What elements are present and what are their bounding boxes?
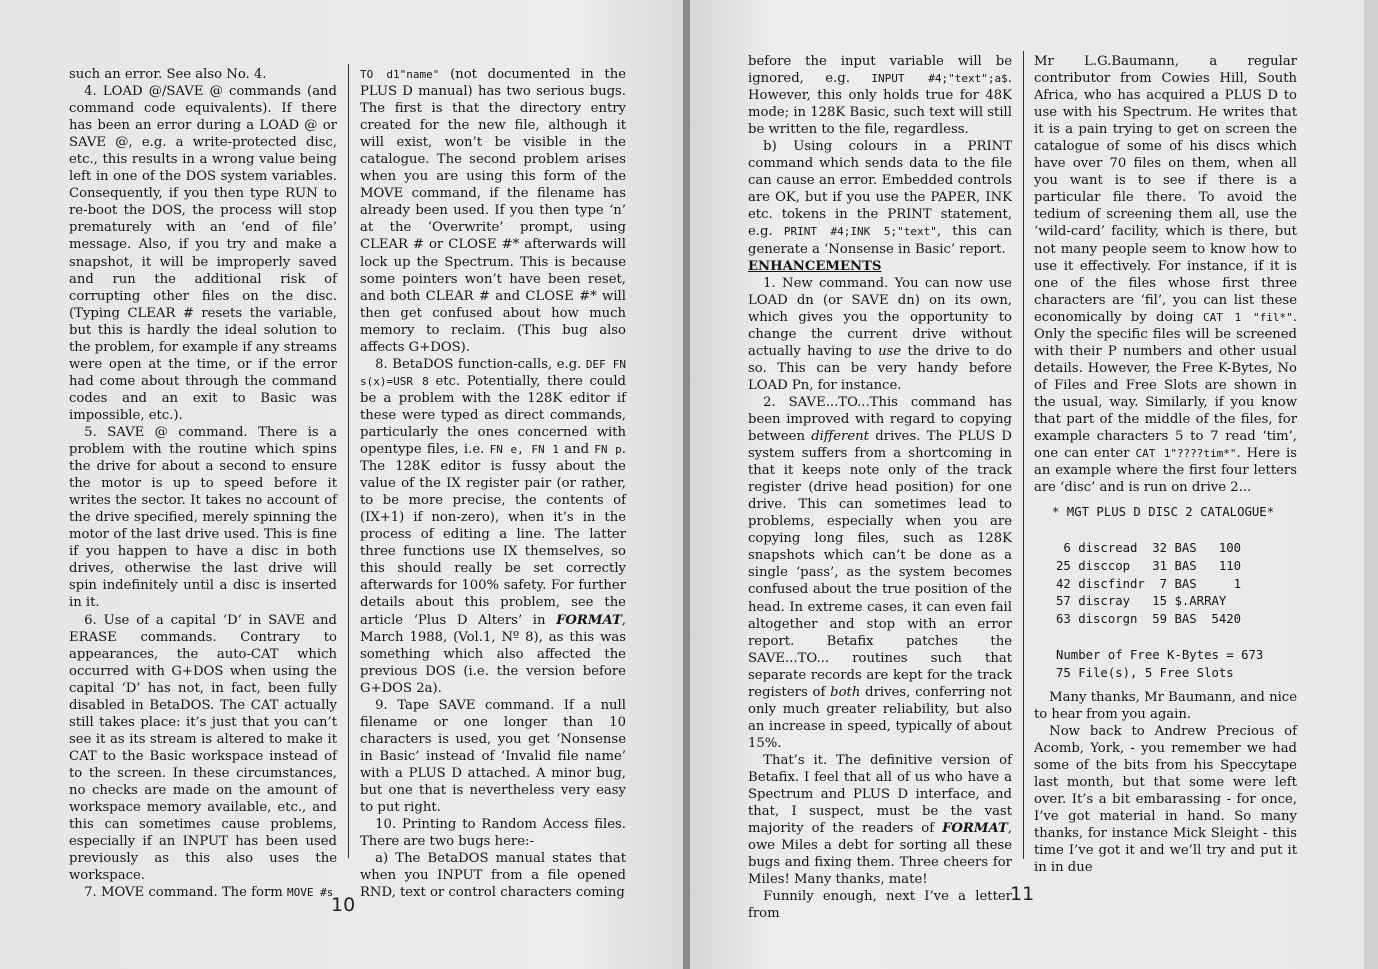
text-run: , March 1988, (Vol.1, Nº 8), as this was something which also affected the previous DOS (i.e. the version before G+DOS 2a).	[360, 612, 626, 696]
paragraph-item-4: 4. LOAD @/SAVE @ commands (and command code equivalents). If there has been an error during a LOAD @ or SAVE @, e.g. a write-protected disc, etc., this results in a wrong value being left in one of the DOS system variables. Consequently, if you then type RUN to re-boot the DOS, the process will stop prematurely with an ‘end of file’ message. Also, if you try and make a snapshot, it will be improperly saved and run the additional risk of corrupting other files on the disc. (Typing CLEAR # resets the variable, but this is hardly the ideal solution to the problem, for example if any streams were open at the time, or if the error had come about through the command codes and an exit to Basic was impossible, etc.).	[69, 84, 338, 423]
text-run: before the input variable will be ignored, e.g.	[748, 54, 1012, 87]
text-run: , owe Miles a debt for sorting all these bugs and fixing them. Three cheers for Miles! Many thanks, mate!	[748, 821, 1012, 888]
catalogue-listing	[1052, 504, 1297, 682]
emphasis: both	[830, 684, 861, 700]
paragraph-item-10a: a) The BetaDOS manual states that when you INPUT from a file opened RND, text or control characters coming	[360, 851, 626, 901]
column-3	[748, 53, 1012, 922]
paragraph-item-6: 6. Use of a capital ‘D’ in SAVE and ERASE commands. Contrary to appearances, the auto-CAT which occurred with G+DOS when using the capital ‘D’ has not, in fact, been fully disabled in BetaDOS. The CAT actually still takes place: it’s just that you can’t see it as its stream is altered to make it CAT to the Basic workspace instead of to the screen. In these circumstances, no checks are made on the amount of workspace memory available, etc., and this can sometimes cause problems, especially if an INPUT has been used previously as this also uses the workspace.	[69, 612, 337, 884]
listing-row: 63 discorgn 59 BAS 5420	[1056, 612, 1242, 627]
text-run: That’s it. The definitive version of Betafix. I feel that all of us who have a Spectrum and PLUS D interface, and that, I suspect, must be the vast majority of the readers of	[748, 752, 1012, 837]
text-run: drives. The PLUS D system suffers from a shortcoming in that it keeps note only of the track register (drive head position) for one drive. This can sometimes lead to problems, especially when you are copying long files, such as 128K snapshots which can’t be done as a single ‘pass’, as the system becomes confused about the true position of the head. In extreme cases, it can even fail altogether and stop with an error report. Betafix patches the SAVE...TO... routines such that separate records are kept for the track registers of	[748, 429, 1012, 700]
code-run: FN p	[594, 443, 622, 457]
column-divider	[1023, 51, 1024, 859]
code-run: FN e, FN 1	[489, 443, 559, 457]
paragraph-item-8	[360, 356, 626, 697]
book-gutter	[683, 0, 690, 969]
page-edge	[1364, 0, 1378, 969]
emphasis: different	[811, 429, 869, 445]
code-run: TO d1"name"	[360, 68, 440, 81]
column-4	[1034, 53, 1297, 876]
text-run: 8. BetaDOS function-calls, e.g.	[375, 356, 586, 372]
paragraph-item-10b	[748, 138, 1012, 257]
paragraph: such an error. See also No. 4.	[69, 67, 267, 82]
paragraph-baumann	[1034, 53, 1297, 496]
paragraph-enhancement-1	[748, 275, 1012, 394]
text-run: 7. MOVE command. The form	[84, 885, 287, 901]
text-run: . However, this only holds true for 48K mode; in 128K Basic, such text will still be written to the file, regardless.	[748, 71, 1012, 138]
page-number-right: 11	[1010, 883, 1035, 905]
paragraph-item-7-cont	[360, 66, 626, 356]
section-heading: ENHANCEMENTS	[748, 258, 882, 274]
column-divider	[348, 64, 349, 858]
listing-files: 75 File(s), 5 Free Slots	[1056, 665, 1234, 680]
code-run: CAT 1"????tim*"	[1135, 447, 1237, 461]
text-run: and	[558, 442, 595, 458]
paragraph-item-7	[69, 884, 337, 901]
listing-row: 6 discread 32 BAS 100	[1056, 541, 1242, 556]
paragraph-precious: Now back to Andrew Precious of Acomb, York, - you remember we had some of the bits from his Speccytape last month, but that some were left over. It’s a bit embarassing - for once, I’ve got material in hand. So many thanks, for instance Mick Sleight - this time I’ve got it and we’ll try and put it in in due	[1034, 723, 1297, 876]
paragraph-item-10: 10. Printing to Random Access files. There are two bugs here:-	[360, 817, 626, 850]
listing-row: 42 discfindr 7 BAS 1	[1056, 576, 1242, 591]
paragraph-enhancement-2	[748, 394, 1012, 752]
listing-header: * MGT PLUS D DISC 2 CATALOGUE*	[1052, 505, 1275, 520]
paragraph-thanks: Many thanks, Mr Baumann, and nice to hear from you again.	[1034, 689, 1297, 722]
paragraph-conclusion	[748, 752, 1012, 888]
listing-free-bytes: Number of Free K-Bytes = 673	[1056, 648, 1264, 662]
code-run: DEF FN s(x)=USR 8	[360, 357, 626, 388]
text-run: b) Using colours in a PRINT command which sends data to the file can cause an error. Embedded controls are OK, but if you use the PAPER, INK etc. tokens in the PRINT statement, e.g.	[748, 139, 1012, 240]
format-title: FORMAT	[556, 612, 622, 628]
code-run: INPUT #4;"text";a$	[871, 72, 1008, 86]
text-run: the drive to do so. This can be very handy before LOAD Pn, for instance.	[748, 343, 1013, 393]
column-2	[360, 66, 626, 901]
listing-row: 25 disccop 31 BAS 110	[1056, 558, 1242, 573]
listing-row: 57 discray 15 $.ARRAY	[1056, 594, 1227, 609]
code-run: PRINT #4;INK 5;"text"	[783, 225, 937, 239]
text-run: . Only the specific files will be screened with their P numbers and other usual details. However, the Free K-Bytes, No of Files and Free Slots are shown in the usual, way. Similarly, if you know that part of the middle of the files, for example characters 5 to 7 read ‘tim’, one can enter	[1034, 309, 1297, 462]
text-run: , this can generate a ‘Nonsense in Basic’ report.	[748, 224, 1012, 257]
paragraph-item-5: 5. SAVE @ command. There is a problem with the routine which spins the drive for about a second to ensure the motor is up to speed before it writes the sector. It takes no account of the drive specified, merely spinning the motor of the last drive used. This is fine if you happen to have a disc in both drives, otherwise the last drive will spin indefinitely until a disc is inserted in it.	[69, 424, 337, 611]
paragraph-item-9: 9. Tape SAVE command. If a null filename or one longer than 10 characters is used, you get ‘Nonsense in Basic’ instead of ‘Invalid file name’ with a PLUS D attached. A minor bug, but one that is nevertheless very easy to put right.	[360, 697, 626, 816]
column-1	[69, 66, 337, 901]
left-page	[0, 0, 683, 969]
text-run: . The 128K editor is fussy about the value of the IX register pair (or rather, to be more precise, the contents of (IX+1) if non-zero), when it’s in the process of editing a line. The latter three functions use IX themselves, so this should really be set correctly afterwards for 100% safety. For further details about this problem, see the article ‘Plus D Alters’ in	[360, 442, 626, 628]
text-run: Mr L.G.Baumann, a regular contributor from Cowies Hill, South Africa, who has acquired a PLUS D to use with his Spectrum. He writes that it is a pain trying to get on screen the catalogue of some of his discs which have over 70 files on them, when all you want is to see if there is a particular file there. To avoid the tedium of screening them all, use the ‘wild-card’ facility, which is there, but not many people seem to know how to use it effectively. For instance, if it is one of the files whose first three characters are ‘fil’, you can list these economically by doing	[1034, 54, 1297, 325]
code-run: CAT 1 "fil*"	[1202, 310, 1293, 324]
text-run: (not documented in the PLUS D manual) has two serious bugs. The first is that the directory entry created for the new file, although it will exist, won’t be visible in the catalogue. The second problem arises when you are using this form of the MOVE command, if the filename has already been used. If you then type ‘n’ at the ‘Overwrite’ prompt, using CLEAR # or CLOSE #* afterwards will lock up the Spectrum. This is because some pointers won’t have been reset, and both CLEAR # and CLOSE #* will then get confused about how much memory to reclaim. (This bug also affects G+DOS).	[360, 67, 626, 355]
text-run: 1. New command. You can now use LOAD dn (or SAVE dn) on its own, which gives you the opportunity to change the current drive without actually having to	[748, 275, 1012, 359]
format-title: FORMAT	[942, 821, 1008, 837]
text-run: . Here is an example where the first four letters are ‘disc’ and is run on drive 2...	[1034, 446, 1297, 496]
paragraph-item-10a-cont	[748, 53, 1012, 138]
emphasis: use	[878, 343, 902, 359]
text-run: 2. SAVE...TO...This command has been improved with regard to copying between	[748, 394, 1012, 445]
code-run: MOVE #s	[287, 886, 334, 900]
right-page	[690, 0, 1364, 969]
text-run: drives, conferring not only much greater reliability, but also an increase in speed, typically of about 15%.	[748, 684, 1012, 751]
paragraph-letter-intro: Funnily enough, next I’ve a letter from	[748, 889, 1012, 922]
text-run: etc. Potentially, there could be a problem with the 128K editor if these were typed as direct commands, particularly the ones concerned with opentype files, i.e.	[360, 373, 626, 458]
page-number-left: 10	[331, 894, 356, 916]
